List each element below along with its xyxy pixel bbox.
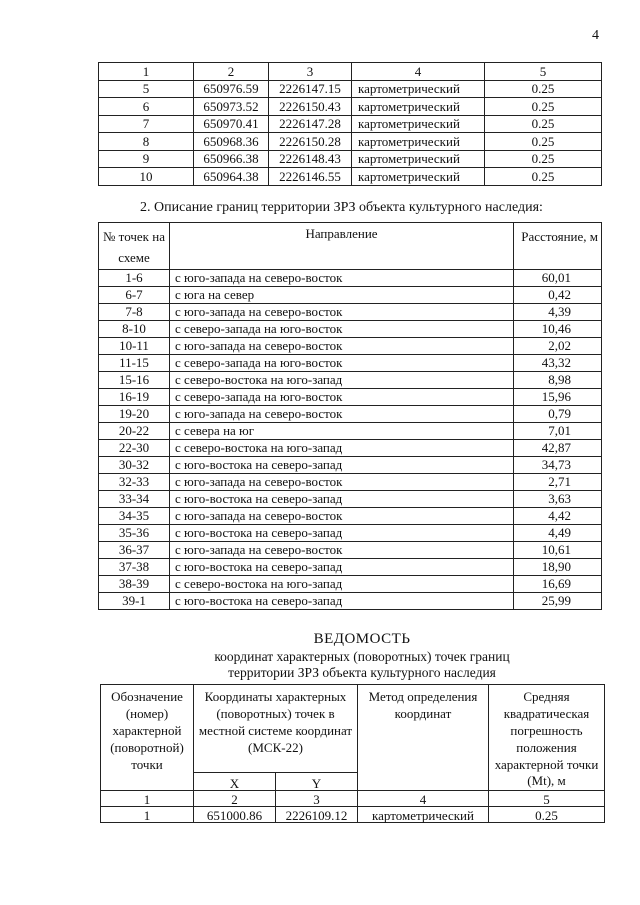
direction-cell: с юго-запада на северо-восток	[170, 507, 514, 524]
distance-cell: 2,02	[514, 337, 602, 354]
section-2-title: 2. Описание границ территории ЗРЗ объекта культурного наследия:	[140, 200, 543, 215]
segment-cell: 7-8	[99, 303, 170, 320]
method-cell: картометрический	[358, 807, 489, 823]
vedomost-table-body	[101, 685, 605, 823]
page-number: 4	[592, 28, 599, 43]
table-row	[99, 592, 602, 609]
error-cell: 0.25	[485, 133, 602, 151]
column-number: 4	[352, 63, 485, 81]
segment-cell: 16-19	[99, 388, 170, 405]
table-row	[99, 303, 602, 320]
table-row	[99, 133, 602, 151]
points-header: № точек на схеме	[99, 223, 170, 270]
direction-cell: с юго-запада на северо-восток	[170, 303, 514, 320]
x-coordinate-cell: 650976.59	[194, 80, 269, 98]
column-number: 1	[99, 63, 194, 81]
y-coordinate-cell: 2226109.12	[276, 807, 358, 823]
distance-cell: 3,63	[514, 490, 602, 507]
distance-cell: 0,42	[514, 286, 602, 303]
segment-cell: 11-15	[99, 354, 170, 371]
column-number-row	[101, 791, 605, 807]
table-row	[99, 150, 602, 168]
vedomost-title: ВЕДОМОСТЬ	[313, 631, 411, 647]
segment-cell: 35-36	[99, 524, 170, 541]
table-header-row	[101, 685, 605, 773]
column-number: 3	[276, 791, 358, 807]
direction-cell: с севера на юг	[170, 422, 514, 439]
coordinates-table-body	[99, 63, 602, 186]
direction-cell: с юго-запада на северо-восток	[170, 337, 514, 354]
point-number-cell: 1	[101, 807, 194, 823]
column-number: 2	[194, 791, 276, 807]
segment-cell: 22-30	[99, 439, 170, 456]
distance-cell: 0,79	[514, 405, 602, 422]
distance-cell: 43,32	[514, 354, 602, 371]
boundary-description-table	[98, 222, 602, 610]
segment-cell: 32-33	[99, 473, 170, 490]
column-number: 1	[101, 791, 194, 807]
coordinates-header: Координаты характерных (поворотных) точек в местной системе координат (МСК-22)	[194, 685, 358, 773]
table-row	[99, 473, 602, 490]
direction-cell: с северо-запада на юго-восток	[170, 388, 514, 405]
vedomost-subtitle-line1: координат характерных (поворотных) точек границ	[214, 649, 510, 664]
method-cell: картометрический	[352, 150, 485, 168]
table-row	[99, 439, 602, 456]
vedomost-subtitle-line2: территории ЗРЗ объекта культурного наследия	[228, 665, 496, 680]
table-row	[99, 388, 602, 405]
direction-cell: с юго-запада на северо-восток	[170, 269, 514, 286]
direction-cell: с юга на север	[170, 286, 514, 303]
column-number: 2	[194, 63, 269, 81]
distance-cell: 42,87	[514, 439, 602, 456]
distance-cell: 4,49	[514, 524, 602, 541]
table-row	[99, 405, 602, 422]
segment-cell: 15-16	[99, 371, 170, 388]
method-cell: картометрический	[352, 80, 485, 98]
distance-header: Расстояние, м	[514, 223, 602, 270]
point-number-cell: 8	[99, 133, 194, 151]
table-row	[101, 807, 605, 823]
segment-cell: 1-6	[99, 269, 170, 286]
table-row	[99, 286, 602, 303]
table-row	[99, 98, 602, 116]
direction-cell: с юго-запада на северо-восток	[170, 405, 514, 422]
error-cell: 0.25	[485, 98, 602, 116]
table-row	[99, 558, 602, 575]
segment-cell: 36-37	[99, 541, 170, 558]
segment-cell: 38-39	[99, 575, 170, 592]
distance-cell: 16,69	[514, 575, 602, 592]
error-cell: 0.25	[485, 150, 602, 168]
distance-cell: 34,73	[514, 456, 602, 473]
table-row	[99, 115, 602, 133]
column-number: 3	[269, 63, 352, 81]
direction-header: Направление	[170, 223, 514, 270]
x-coordinate-cell: 650968.36	[194, 133, 269, 151]
table-row	[99, 575, 602, 592]
segment-cell: 8-10	[99, 320, 170, 337]
table-row	[99, 269, 602, 286]
table-row	[99, 456, 602, 473]
segment-cell: 39-1	[99, 592, 170, 609]
table-row	[99, 354, 602, 371]
x-coordinate-cell: 650973.52	[194, 98, 269, 116]
table-row	[99, 524, 602, 541]
direction-cell: с юго-востока на северо-запад	[170, 456, 514, 473]
direction-cell: с юго-запада на северо-восток	[170, 473, 514, 490]
direction-cell: с юго-востока на северо-запад	[170, 490, 514, 507]
method-cell: картометрический	[352, 115, 485, 133]
table-row	[99, 168, 602, 186]
distance-cell: 10,61	[514, 541, 602, 558]
direction-cell: с северо-запада на юго-восток	[170, 354, 514, 371]
point-number-cell: 6	[99, 98, 194, 116]
y-coordinate-cell: 2226150.43	[269, 98, 352, 116]
method-cell: картометрический	[352, 133, 485, 151]
table-row	[99, 80, 602, 98]
table-row	[99, 490, 602, 507]
point-number-cell: 5	[99, 80, 194, 98]
y-coordinate-cell: 2226146.55	[269, 168, 352, 186]
direction-cell: с юго-запада на северо-восток	[170, 541, 514, 558]
error-header: Средняя квадратическая погрешность положения характерной точки (Mt), м	[489, 685, 605, 791]
x-coordinate-cell: 650966.38	[194, 150, 269, 168]
table-row	[99, 371, 602, 388]
segment-cell: 33-34	[99, 490, 170, 507]
error-cell: 0.25	[489, 807, 605, 823]
distance-cell: 8,98	[514, 371, 602, 388]
segment-cell: 10-11	[99, 337, 170, 354]
direction-cell: с северо-востока на юго-запад	[170, 575, 514, 592]
distance-cell: 60,01	[514, 269, 602, 286]
direction-cell: с юго-востока на северо-запад	[170, 524, 514, 541]
table-row	[99, 337, 602, 354]
direction-cell: с северо-востока на юго-запад	[170, 439, 514, 456]
method-header: Метод определения координат	[358, 685, 489, 791]
column-number: 5	[489, 791, 605, 807]
x-header: X	[194, 773, 276, 791]
distance-cell: 4,42	[514, 507, 602, 524]
direction-cell: с северо-востока на юго-запад	[170, 371, 514, 388]
table-row	[99, 507, 602, 524]
table-row	[99, 422, 602, 439]
method-cell: картометрический	[352, 168, 485, 186]
x-coordinate-cell: 651000.86	[194, 807, 276, 823]
y-coordinate-cell: 2226147.15	[269, 80, 352, 98]
y-header: Y	[276, 773, 358, 791]
segment-cell: 30-32	[99, 456, 170, 473]
direction-cell: с юго-востока на северо-запад	[170, 558, 514, 575]
error-cell: 0.25	[485, 168, 602, 186]
distance-cell: 15,96	[514, 388, 602, 405]
error-cell: 0.25	[485, 80, 602, 98]
table-row	[99, 541, 602, 558]
segment-cell: 37-38	[99, 558, 170, 575]
column-number: 4	[358, 791, 489, 807]
method-cell: картометрический	[352, 98, 485, 116]
distance-cell: 10,46	[514, 320, 602, 337]
x-coordinate-cell: 650970.41	[194, 115, 269, 133]
point-number-cell: 9	[99, 150, 194, 168]
table-header-row	[99, 223, 602, 270]
direction-cell: с юго-востока на северо-запад	[170, 592, 514, 609]
designation-header: Обозначение (номер) характерной (поворотной) точки	[101, 685, 194, 791]
boundary-description-body	[99, 223, 602, 610]
coordinates-table-continued	[98, 62, 602, 186]
distance-cell: 4,39	[514, 303, 602, 320]
point-number-cell: 7	[99, 115, 194, 133]
segment-cell: 6-7	[99, 286, 170, 303]
vedomost-table	[100, 684, 605, 823]
segment-cell: 34-35	[99, 507, 170, 524]
distance-cell: 25,99	[514, 592, 602, 609]
distance-cell: 7,01	[514, 422, 602, 439]
distance-cell: 18,90	[514, 558, 602, 575]
segment-cell: 20-22	[99, 422, 170, 439]
x-coordinate-cell: 650964.38	[194, 168, 269, 186]
column-number: 5	[485, 63, 602, 81]
y-coordinate-cell: 2226147.28	[269, 115, 352, 133]
distance-cell: 2,71	[514, 473, 602, 490]
segment-cell: 19-20	[99, 405, 170, 422]
error-cell: 0.25	[485, 115, 602, 133]
table-row	[99, 320, 602, 337]
column-number-row	[99, 63, 602, 81]
y-coordinate-cell: 2226150.28	[269, 133, 352, 151]
point-number-cell: 10	[99, 168, 194, 186]
direction-cell: с северо-запада на юго-восток	[170, 320, 514, 337]
y-coordinate-cell: 2226148.43	[269, 150, 352, 168]
